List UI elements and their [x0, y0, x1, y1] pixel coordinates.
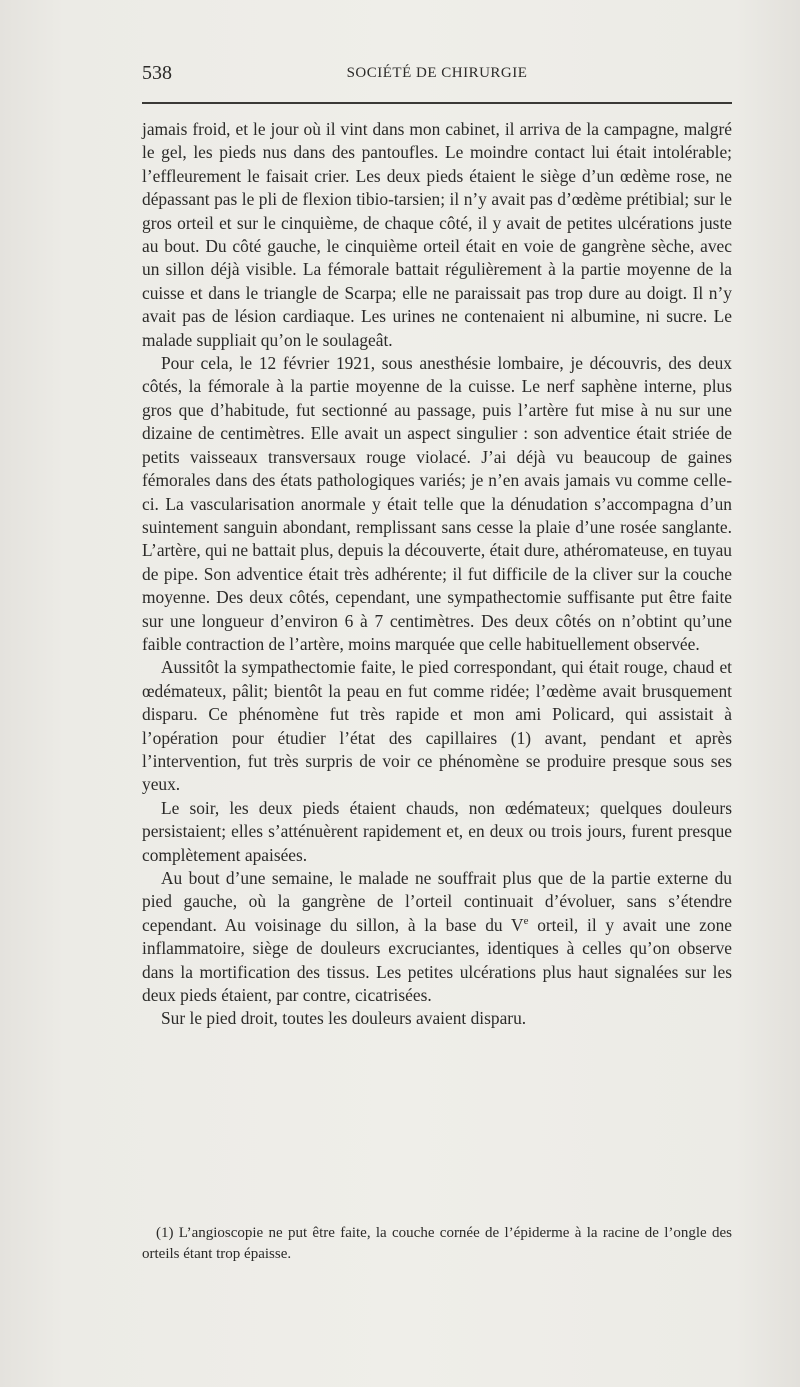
paragraph-6: Sur le pied droit, toutes les douleurs avaient disparu.	[161, 1008, 527, 1029]
roman-numeral-superscript: e	[523, 915, 529, 928]
page-header	[142, 62, 732, 86]
paragraph-3: Aussitôt la sympathectomie faite, le pied correspondant, qui était rouge, chaud et œdémateux, pâlit; bientôt la peau en fut comme ridée; l’œdème avait brusquement disparu. Ce phénomène fut très rapide et mon ami Policard, qui assistait à l’opération pour étudier l’état des capillaires (1) avant, pendant et après l’intervention, fut très surpris de voir ce phénomène se produire presque sous ses yeux.	[142, 657, 732, 795]
page-number: 538	[142, 62, 172, 84]
paragraph-1: jamais froid, et le jour où il vint dans mon cabinet, il arriva de la campagne, malgré le gel, les pieds nus dans des pantoufles. Le moindre contact lui était intolérable; l’effleurement le faisait crier. Les deux pieds étaient le siège d’un œdème rose, ne dépassant pas le pli de flexion tibio-tarsien; il n’y avait pas d’œdème prétibial; sur le gros orteil et sur le cinquième, de chaque côté, il y avait de petites ulcérations juste au bout. Du côté gauche, le cinquième orteil était en voie de gangrène sèche, avec un sillon déjà visible. La fémorale battait régulièrement à la partie moyenne de la cuisse et dans le triangle de Scarpa; elle ne paraissait pas trop dure au doigt. Il n’y avait pas de lésion cardiaque. Les urines ne contenaient ni albumine, ni sucre. Le malade suppliait qu’on le soulageât.	[142, 119, 732, 350]
header-rule	[142, 102, 732, 104]
paragraph-5	[142, 867, 732, 1007]
paragraph-2: Pour cela, le 12 février 1921, sous anesthésie lombaire, je découvris, des deux côtés, la fémorale à la partie moyenne de la cuisse. Le nerf saphène interne, plus gros que d’habitude, fut sectionné au passage, puis l’artère fut mise à nu sur une dizaine de centimètres. Elle avait un aspect singulier : son adventice était striée de petits vaisseaux transversaux rouge violacé. J’ai déjà vu beaucoup de gaines fémorales dans des états pathologiques variés; je n’en avais jamais vu comme celle-ci. La vascularisation anormale y était telle que la dénudation s’accompagna d’un suintement sanguin abondant, remplissant sans cesse la plaie d’une rosée sanglante. L’artère, qui ne battait plus, depuis la découverte, était dure, athéromateuse, en tuyau de pipe. Son adventice était très adhérente; il fut difficile de la cliver sur la couche moyenne. Des deux côtés, cependant, une sympathectomie suffisante put être faite sur une longueur d’environ 6 à 7 centimètres. Des deux côtés on n’obtint qu’une faible contraction de l’artère, moins marquée que celle habituellement observée.	[142, 353, 732, 654]
running-title: SOCIÉTÉ DE CHIRURGIE	[346, 65, 528, 81]
paragraph-5-start: Au bout d’une semaine, le malade ne souffrait plus que de la partie externe du pied gauche, où la gangrène de l’orteil continuait d’évoluer, sans s’étendre cependant. Au voisinage du sillon, à la base du V	[142, 868, 732, 935]
paragraph-4: Le soir, les deux pieds étaient chauds, non œdémateux; quelques douleurs persistaient; elles s’atténuèrent rapidement et, en deux ou trois jours, furent presque complètement apaisées.	[142, 797, 732, 865]
footnote: (1) L’angioscopie ne put être faite, la couche cornée de l’épiderme à la racine de l’ongle des orteils étant trop épaisse.	[142, 1225, 732, 1262]
body-text	[142, 118, 732, 1031]
paragraph-5-end: orteil, il y avait une zone inflammatoire, siège de douleurs excruciantes, identiques à celles qu’on observe dans la mortification des tissus. Les petites ulcérations plus haut signalées sur les deux pieds étaient, par contre, cicatrisées.	[142, 914, 733, 1006]
